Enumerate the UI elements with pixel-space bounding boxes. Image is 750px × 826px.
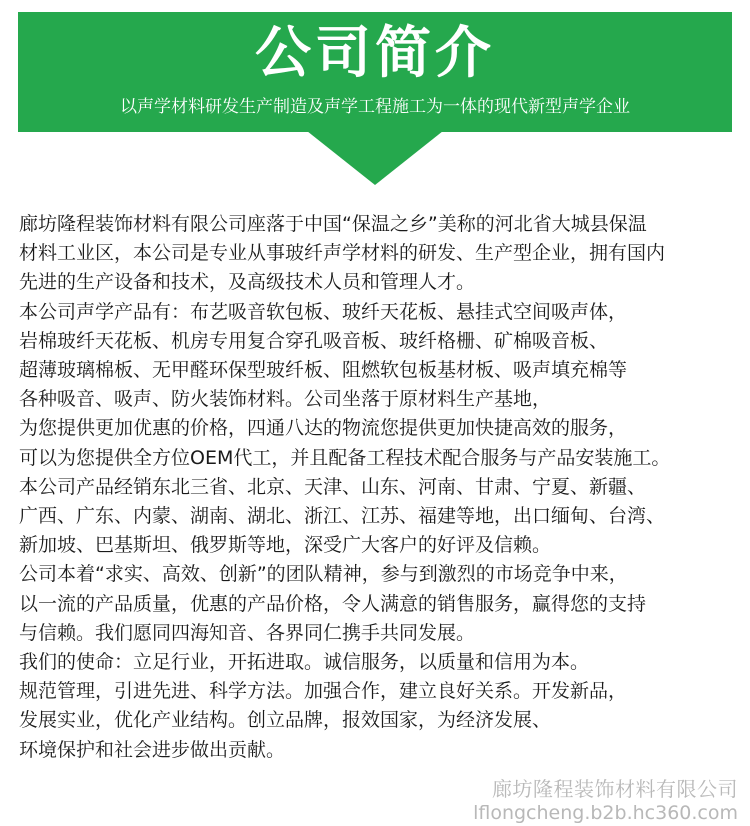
description-line: 为您提供更加优惠的价格，四通八达的物流您提供更加快捷高效的服务，: [19, 417, 628, 440]
description-line: 材料工业区，本公司是专业从事玻纤声学材料的研发、生产型企业，拥有国内: [19, 242, 666, 265]
banner-arrow: [307, 131, 443, 185]
description-line: 公司本着“求实、高效、创新”的团队精神，参与到激烈的市场竞争中来，: [19, 563, 628, 586]
description-line: 岩棉玻纤天花板、机房专用复合穿孔吸音板、玻纤格栅、矿棉吸音板、: [19, 329, 609, 352]
page-subtitle: 以声学材料研发生产制造及声学工程施工为一体的现代新型声学企业: [120, 97, 630, 117]
description-line: 新加坡、巴基斯坦、俄罗斯等地，深受广大客户的好评及信赖。: [19, 534, 552, 557]
description-line: 本公司声学产品有：布艺吸音软包板、玻纤天花板、悬挂式空间吸声体，: [19, 300, 628, 323]
description-line: 广西、广东、内蒙、湖南、湖北、浙江、江苏、福建等地，出口缅甸、台湾、: [19, 505, 666, 528]
description-line: 廊坊隆程装饰材料有限公司座落于中国“保温之乡”美称的河北省大城县保温: [19, 213, 647, 235]
page-title: 公司简介: [255, 21, 495, 86]
description-line: 各种吸音、吸声、防火装饰材料。公司坐落于原材料生产基地，: [19, 388, 552, 411]
company-description: [19, 210, 733, 765]
watermark-company: 廊坊隆程装饰材料有限公司: [492, 777, 738, 801]
description-line: 本公司产品经销东北三省、北京、天津、山东、河南、甘肃、宁夏、新疆、: [19, 475, 647, 498]
description-line: 先进的生产设备和技术，及高级技术人员和管理人才。: [19, 271, 476, 294]
description-line: 以一流的产品质量，优惠的产品价格，令人满意的销售服务，赢得您的支持: [19, 592, 647, 615]
watermark-url: lflongcheng.b2b.hc360.com: [473, 802, 738, 824]
description-line: 可以为您提供全方位OEM代工，并且配备工程技术配合服务与产品安装施工。: [19, 446, 671, 469]
description-line: 发展实业，优化产业结构。创立品牌，报效国家，为经济发展、: [19, 709, 552, 732]
description-line: 与信赖。我们愿同四海知音、各界同仁携手共同发展。: [19, 621, 476, 644]
description-line: 超薄玻璃棉板、无甲醛环保型玻纤板、阻燃软包板基材板、吸声填充棉等: [19, 359, 628, 382]
description-line: 我们的使命：立足行业，开拓进取。诚信服务，以质量和信用为本。: [19, 651, 590, 674]
description-line: 环境保护和社会进步做出贡献。: [19, 738, 286, 761]
description-line: 规范管理，引进先进、科学方法。加强合作，建立良好关系。开发新品，: [19, 680, 628, 703]
